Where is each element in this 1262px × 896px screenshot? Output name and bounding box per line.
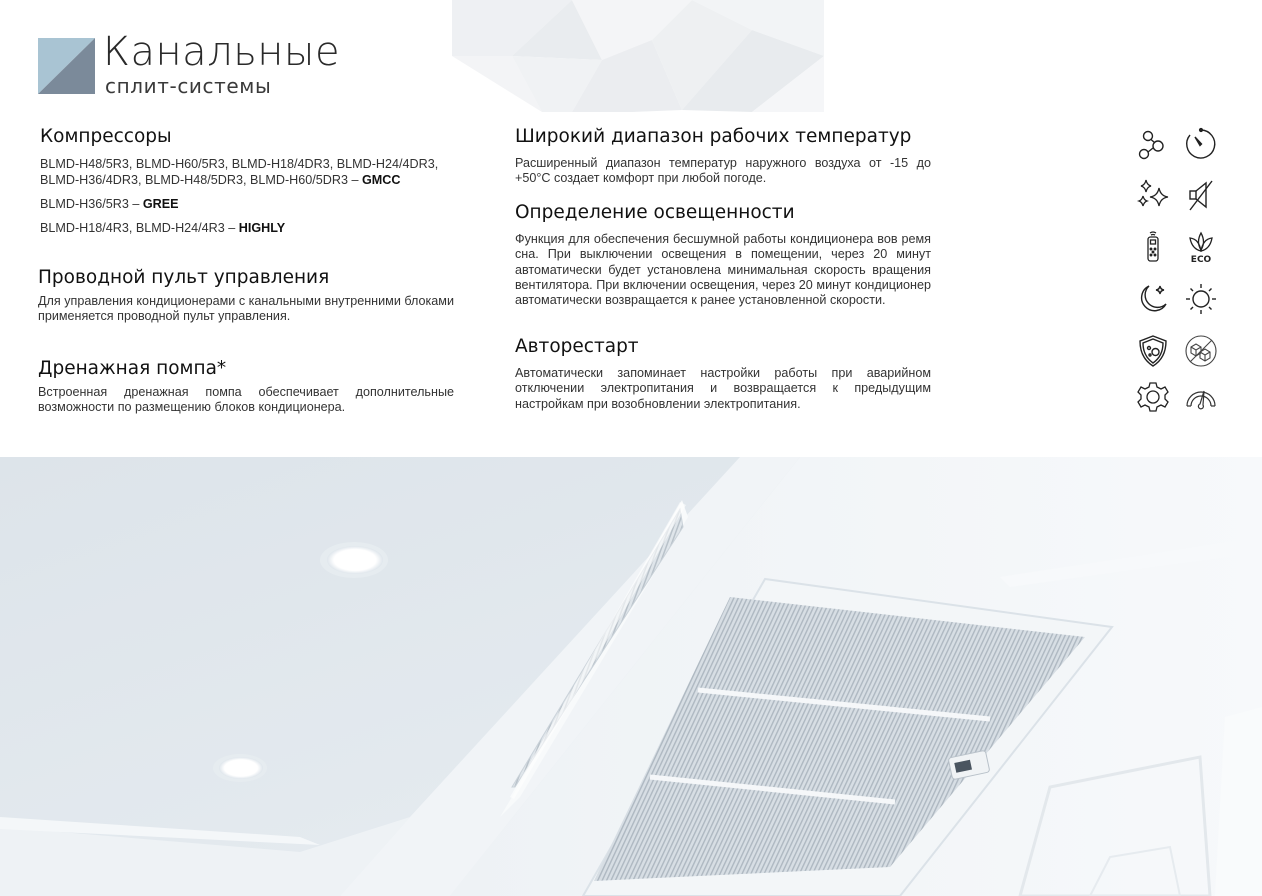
gear-icon xyxy=(1136,380,1170,414)
eco-leaves-icon xyxy=(1184,229,1218,263)
logo-square xyxy=(38,38,95,94)
remote-control-icon xyxy=(1136,229,1170,263)
compressor-line: BLMD-H18/4R3, BLMD-H24/4R3 – HIGHLY xyxy=(40,221,286,235)
autorestart-text: Автоматически запоминает настройки работы при аварийном отключении электропитания и возвращается к предыдущим настройкам при возобновлении электропитания. xyxy=(515,366,931,411)
temp-range-text: Расширенный диапазон температур наружного воздуха от -15 до +50°С создает комфорт при любой погоде. xyxy=(515,156,931,186)
wired-remote-text: Для управления кондиционерами с канальными внутренними блоками применяется проводной пульт управления. xyxy=(38,294,454,324)
mute-icon xyxy=(1184,178,1218,212)
sparkles-icon xyxy=(1136,178,1170,212)
temp-range-heading: Широкий диапазон рабочих температур xyxy=(515,126,912,147)
brand-name: HIGHLY xyxy=(238,221,286,235)
ceiling-photo xyxy=(0,457,1262,896)
drain-pump-text: Встроенная дренажная помпа обеспечивает дополнительные возможности по размещению блоков кондиционера. xyxy=(38,385,454,415)
molecule-icon xyxy=(1136,127,1170,161)
drain-pump-heading: Дренажная помпа* xyxy=(38,358,227,379)
compressor-line: BLMD-H36/4DR3, BLMD-H48/5DR3, BLMD-H60/5DR3 – GMCC xyxy=(40,173,401,187)
brand-name: GMCC xyxy=(361,173,401,187)
autorestart-heading: Авторестарт xyxy=(515,336,639,357)
page-subtitle: сплит-системы xyxy=(105,74,272,98)
page-title: Канальные xyxy=(103,29,341,75)
sun-icon xyxy=(1184,282,1218,316)
compressor-line: BLMD-H48/5R3, BLMD-H60/5R3, BLMD-H18/4DR3, BLMD-H24/4DR3, xyxy=(40,157,439,171)
compressor-line: BLMD-H36/5R3 – GREE xyxy=(40,197,179,211)
svg-text:ECO: ECO xyxy=(1190,255,1212,263)
wired-remote-heading: Проводной пульт управления xyxy=(38,267,330,288)
compressors-heading: Компрессоры xyxy=(40,126,172,147)
polygon-background xyxy=(452,0,824,112)
light-detection-heading: Определение освещенности xyxy=(515,202,795,223)
no-ice-icon xyxy=(1184,334,1218,368)
antibacterial-shield-icon xyxy=(1136,334,1170,368)
ceiling-illustration xyxy=(0,457,1262,896)
brand-name: GREE xyxy=(142,197,179,211)
night-mode-icon xyxy=(1136,282,1170,316)
timer-icon xyxy=(1184,127,1218,161)
light-detection-text: Функция для обеспечения бесшумной работы кондиционера вов ремя сна. При выключении освещения в помещении, через 20 минут автоматически будет установлена минимальная скорость вращения вентилятора. При включении освещения, через 20 минут кондиционер автоматически возвращается к ранее установленной скорости. xyxy=(515,232,931,308)
speedometer-icon xyxy=(1184,380,1218,414)
